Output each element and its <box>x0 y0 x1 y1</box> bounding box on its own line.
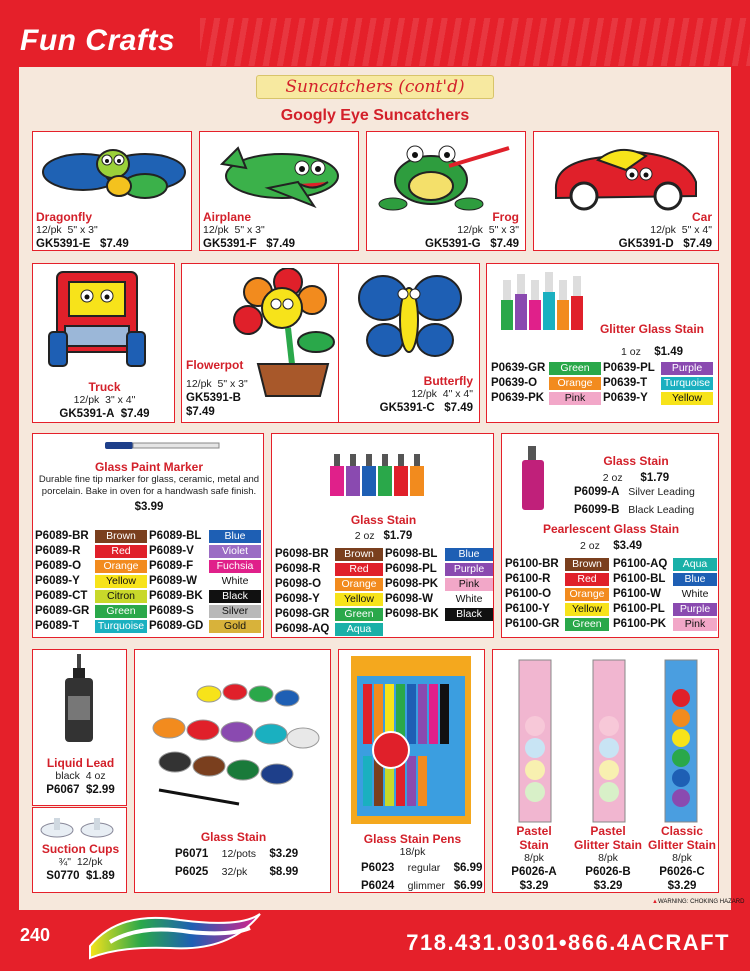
pearl-color-table <box>505 558 718 636</box>
page-title: Fun Crafts <box>20 24 175 57</box>
description-line-2: porcelain. Bake in oven for a handwash safe finish. <box>41 486 257 497</box>
product-name: Airplane <box>203 210 252 224</box>
color-swatch: Yellow <box>661 392 713 405</box>
product-name: Flowerpot <box>186 358 244 372</box>
color-swatch: Red <box>95 545 147 558</box>
pack-size: 12/pk <box>457 224 483 236</box>
product-name: Glass Paint Marker <box>94 460 204 474</box>
product-glitter-glass-stain[interactable] <box>486 263 719 423</box>
price: $7.49 <box>490 238 519 250</box>
color-swatch: Yellow <box>95 575 147 588</box>
price: $3.49 <box>613 540 642 552</box>
color-sku: P6089-F <box>149 560 194 572</box>
product-size: 2 oz <box>580 540 600 552</box>
sku: GK5391-G <box>425 238 481 250</box>
product-name: Truck <box>88 380 121 394</box>
color-swatch: Yellow <box>565 603 609 616</box>
color-swatch: Green <box>335 608 383 621</box>
color-sku: P6098-BL <box>385 548 438 560</box>
truck-image <box>45 268 165 378</box>
color-swatch: Green <box>95 605 147 618</box>
product-airplane[interactable] <box>199 131 359 251</box>
product-name-line-1: Pastel <box>516 824 552 838</box>
header-stripes <box>200 18 750 66</box>
color-sku: P6100-W <box>613 588 661 600</box>
section-subtitle: Googly Eye Suncatchers <box>280 107 470 124</box>
color-swatch: Red <box>335 563 383 576</box>
color-sku: P0639-Y <box>603 392 648 404</box>
color-swatch: Pink <box>445 578 493 591</box>
product-color: black <box>55 770 80 782</box>
color-sku: P6089-Y <box>35 575 80 587</box>
product-name-line-2: Glitter Stain <box>647 838 716 852</box>
color-sku: P6100-Y <box>505 603 550 615</box>
product-truck[interactable] <box>32 263 175 423</box>
product-suction-cups[interactable] <box>32 807 127 893</box>
pack-size: 12/pk <box>73 394 100 406</box>
sku: P6099-A <box>574 486 620 498</box>
color-sku: P6098-BK <box>385 608 439 620</box>
color-swatch: Turquoise <box>95 620 147 633</box>
product-glass-stain-pots[interactable] <box>134 649 331 893</box>
sku: P6024 <box>361 880 395 892</box>
product-name: Glass Stain Pens <box>363 832 462 846</box>
suction-cups-image <box>35 808 125 842</box>
color-sku: P6098-Y <box>275 593 320 605</box>
sku: GK5391-E <box>36 238 91 250</box>
pack-size: 18/pk <box>399 846 426 858</box>
color-sku: P0639-PL <box>603 362 655 374</box>
color-sku: P6098-AQ <box>275 623 330 635</box>
color-swatch: Pink <box>673 618 717 631</box>
product-name: Glass Stain <box>603 454 669 468</box>
marker-color-table <box>35 530 263 635</box>
product-glass-stain-leading-pearlescent[interactable] <box>501 433 719 638</box>
price: $3.29 <box>269 848 299 860</box>
product-name: Glitter Glass Stain <box>599 322 705 336</box>
price: $1.49 <box>654 346 683 358</box>
color-swatch: Orange <box>95 560 147 573</box>
price: $6.99 <box>453 880 483 892</box>
color-swatch: Blue <box>209 530 261 543</box>
color-sku: P6100-GR <box>505 618 560 630</box>
color-swatch: Purple <box>661 362 713 375</box>
color-sku: P6089-BR <box>35 530 89 542</box>
dimensions: 5" x 3" <box>67 224 98 236</box>
product-name-line-1: Classic <box>660 824 704 838</box>
section-title-text: Suncatchers (cont'd) <box>256 75 493 99</box>
color-sku: P6100-O <box>505 588 552 600</box>
sku: P6099-B <box>574 504 620 516</box>
pack-size: 8/pk <box>598 852 618 864</box>
color-swatch: Blue <box>445 548 493 561</box>
color-sku: P6089-R <box>35 545 81 557</box>
color-sku: P0639-T <box>603 377 648 389</box>
price: $2.99 <box>85 784 115 796</box>
color-sku: P6100-BR <box>505 558 559 570</box>
color-swatch: White <box>209 575 261 588</box>
pack-size: 12/pk <box>411 388 437 400</box>
price: $1.79 <box>640 472 670 484</box>
color-sku: P6098-GR <box>275 608 330 620</box>
color-sku: P6089-BL <box>149 530 202 542</box>
color-sku: P0639-GR <box>491 362 546 374</box>
stain-color-table <box>275 548 493 638</box>
color-swatch: Orange <box>335 578 383 591</box>
price: $6.99 <box>453 862 483 874</box>
color-swatch: Aqua <box>673 558 717 571</box>
frog-image <box>369 134 525 214</box>
pack-size: 12/pk <box>76 856 103 868</box>
color-swatch: Violet <box>209 545 261 558</box>
color-sku: P6098-O <box>275 578 322 590</box>
color-swatch: Green <box>565 618 609 631</box>
color-sku: P6098-W <box>385 593 433 605</box>
liquid-lead-bottle-image <box>61 654 101 744</box>
sku: P6067 <box>46 784 80 796</box>
stain-pots-image <box>139 654 329 824</box>
stain-pens-image <box>351 656 471 826</box>
pack-size: 12/pk <box>36 224 62 236</box>
product-size: 2 oz <box>602 472 623 484</box>
product-butterfly[interactable] <box>338 263 480 423</box>
product-name-line-2: Stain <box>519 838 549 852</box>
sku: GK5391-B <box>186 392 241 404</box>
color-sku: P6098-R <box>275 563 321 575</box>
product-name: Pearlescent Glass Stain <box>542 522 680 536</box>
product-dragonfly[interactable] <box>32 131 192 251</box>
color-swatch: Blue <box>673 573 717 586</box>
color-swatch: White <box>445 593 493 606</box>
pack-size: 12/pots <box>221 848 257 860</box>
price: $7.49 <box>120 408 150 420</box>
color-sku: P6098-PL <box>385 563 437 575</box>
dimensions: 5" x 3" <box>217 378 248 390</box>
sku: P6025 <box>175 866 209 878</box>
color-sku: P6100-BL <box>613 573 666 585</box>
price: $7.49 <box>186 406 215 418</box>
product-liquid-lead[interactable] <box>32 649 127 806</box>
color-swatch: Citron <box>95 590 147 603</box>
color-sku: P0639-O <box>491 377 538 389</box>
color-sku: P6089-CT <box>35 590 88 602</box>
color-swatch: Orange <box>549 377 601 390</box>
pen-type: regular <box>407 862 441 874</box>
sku: GK5391-A <box>59 408 115 420</box>
pack-size: 12/pk <box>203 224 229 236</box>
airplane-image <box>202 134 358 214</box>
color-swatch: Turquoise <box>661 377 713 390</box>
price: $8.99 <box>269 866 299 878</box>
color-sku: P6089-W <box>149 575 197 587</box>
color-swatch: Yellow <box>335 593 383 606</box>
strip-pastel-stain <box>495 824 573 893</box>
price: $1.79 <box>383 530 413 542</box>
stain-bottles-image <box>328 448 438 498</box>
sku: P6071 <box>175 848 209 860</box>
leading-color: Black Leading <box>628 504 695 516</box>
catalog-panel <box>19 67 731 910</box>
color-swatch: Brown <box>95 530 147 543</box>
sku: GK5391-C <box>379 402 435 414</box>
butterfly-image <box>349 268 469 368</box>
dimensions: 5" x 3" <box>234 224 265 236</box>
pack-size: 32/pk <box>221 866 248 878</box>
color-sku: P6089-O <box>35 560 82 572</box>
price: $3.29 <box>593 880 623 892</box>
pen-type: glimmer <box>407 880 445 892</box>
price: $3.99 <box>134 501 164 513</box>
product-name: Dragonfly <box>36 210 93 224</box>
dragonfly-image <box>35 134 191 214</box>
product-glass-stain-pens[interactable] <box>338 649 485 893</box>
strip-pastel-glitter-stain <box>569 824 647 893</box>
product-name: Butterfly <box>423 374 473 388</box>
color-swatch: Gold <box>209 620 261 633</box>
product-stain-strips[interactable] <box>492 649 719 893</box>
glitter-bottles-image <box>497 270 587 340</box>
price: $7.49 <box>683 238 712 250</box>
color-swatch: Brown <box>565 558 609 571</box>
section-title <box>19 75 731 99</box>
stain-strips-image <box>493 654 718 824</box>
color-sku: P6100-R <box>505 573 551 585</box>
pack-size: 8/pk <box>524 852 544 864</box>
color-sku: P6089-T <box>35 620 80 632</box>
color-swatch: Black <box>209 590 261 603</box>
leading-bottle-image <box>516 444 556 514</box>
dimensions: 3" x 4" <box>105 394 136 406</box>
color-sku: P0639-PK <box>491 392 545 404</box>
color-swatch: Green <box>549 362 601 375</box>
product-glass-paint-marker[interactable] <box>32 433 264 638</box>
color-sku: P6089-BK <box>149 590 203 602</box>
price: $3.29 <box>667 880 697 892</box>
product-size: 1 oz <box>621 346 641 358</box>
color-swatch: Purple <box>673 603 717 616</box>
color-swatch: Black <box>445 608 493 621</box>
page-number: 240 <box>20 925 51 945</box>
product-name: Suction Cups <box>41 842 120 856</box>
product-flowerpot[interactable] <box>181 263 351 423</box>
color-swatch: Purple <box>445 563 493 576</box>
color-sku: P6089-V <box>149 545 194 557</box>
product-description <box>33 474 265 498</box>
product-size: 2 oz <box>354 530 375 542</box>
color-sku: P6100-AQ <box>613 558 668 570</box>
product-name: Glass Stain <box>200 830 267 844</box>
product-name: Frog <box>492 210 519 224</box>
warning-icon: ▲ <box>652 899 658 905</box>
color-swatch: Pink <box>549 392 601 405</box>
sku: P6026-A <box>511 866 557 878</box>
choking-hazard-warning <box>652 899 744 905</box>
pack-size: 12/pk <box>186 378 212 390</box>
product-name: Car <box>691 210 712 224</box>
warning-text: WARNING: CHOKING HAZARD <box>657 899 745 905</box>
product-name-line-1: Pastel <box>590 824 626 838</box>
color-sku: P6089-S <box>149 605 194 617</box>
marker-image <box>103 438 223 452</box>
color-sku: P6089-GR <box>35 605 90 617</box>
product-name-line-2: Glitter Stain <box>573 838 642 852</box>
sku: GK5391-F <box>203 238 257 250</box>
product-glass-stain-2oz[interactable] <box>271 433 494 638</box>
craft-shop-logo <box>80 906 270 964</box>
product-size: 4 oz <box>85 770 106 782</box>
color-sku: P6098-PK <box>385 578 439 590</box>
color-sku: P6100-PL <box>613 603 665 615</box>
sku: P6026-C <box>659 866 705 878</box>
color-sku: P6089-GD <box>149 620 204 632</box>
product-size: ¾" <box>58 856 71 868</box>
color-swatch: Orange <box>565 588 609 601</box>
color-sku: P6098-BR <box>275 548 329 560</box>
pack-size: 8/pk <box>672 852 692 864</box>
sku: GK5391-D <box>618 238 674 250</box>
price: $3.29 <box>519 880 549 892</box>
color-swatch: Aqua <box>335 623 383 636</box>
glitter-color-table <box>491 362 716 422</box>
product-name: Glass Stain <box>350 513 417 527</box>
color-swatch: Fuchsia <box>209 560 261 573</box>
pack-size: 12/pk <box>650 224 676 236</box>
strip-classic-glitter-stain <box>643 824 721 893</box>
price: $7.49 <box>266 238 296 250</box>
sku: S0770 <box>46 870 80 882</box>
leading-color: Silver Leading <box>628 486 695 498</box>
price: $1.89 <box>85 870 115 882</box>
price: $7.49 <box>99 238 129 250</box>
color-swatch: Red <box>565 573 609 586</box>
product-frog[interactable] <box>366 131 526 251</box>
price: $7.49 <box>444 402 473 414</box>
dimensions: 4" x 4" <box>442 388 473 400</box>
product-car[interactable] <box>533 131 719 251</box>
phone-numbers: 718.431.0301•866.4ACRAFT <box>406 930 730 955</box>
color-swatch: Silver <box>209 605 261 618</box>
sku: P6026-B <box>585 866 631 878</box>
dimensions: 5" x 4" <box>681 224 712 236</box>
car-image <box>536 134 716 214</box>
description-line-1: Durable fine tip marker for glass, ceramic, metal and <box>38 474 260 485</box>
color-swatch: White <box>673 588 717 601</box>
sku: P6023 <box>361 862 395 874</box>
product-name: Liquid Lead <box>46 756 115 770</box>
dimensions: 5" x 3" <box>488 224 519 236</box>
color-swatch: Brown <box>335 548 383 561</box>
color-sku: P6100-PK <box>613 618 667 630</box>
